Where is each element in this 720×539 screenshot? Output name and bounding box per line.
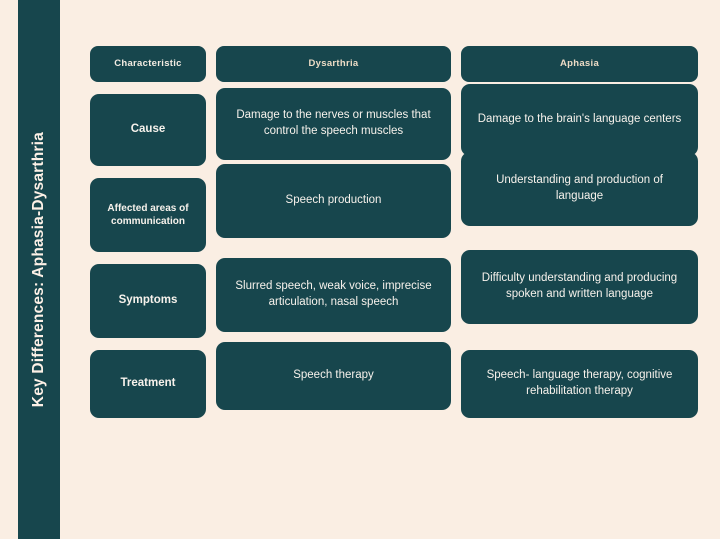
- cell-symptoms-aphasia: Difficulty understanding and producing spoken and written language: [461, 250, 698, 324]
- row-label-affected-areas: Affected areas of communication: [90, 178, 206, 252]
- table-header-aphasia: Aphasia: [461, 46, 698, 82]
- row-label-cause: Cause: [90, 94, 206, 166]
- cell-cause-aphasia: Damage to the brain's language centers: [461, 84, 698, 156]
- cell-affected-areas-aphasia: Understanding and production of language: [461, 152, 698, 226]
- table-header-row: [90, 46, 690, 82]
- slide-title: Key Differences: Aphasia-Dysarthria: [30, 131, 47, 408]
- cell-affected-areas-dysarthria: Speech production: [216, 164, 451, 238]
- comparison-table: [90, 46, 690, 430]
- cell-treatment-aphasia: Speech- language therapy, cognitive rehabilitation therapy: [461, 350, 698, 418]
- table-header-characteristic: Characteristic: [90, 46, 206, 82]
- table-row: [90, 264, 690, 338]
- table-row: [90, 174, 690, 252]
- table-header-dysarthria: Dysarthria: [216, 46, 451, 82]
- cell-treatment-dysarthria: Speech therapy: [216, 342, 451, 410]
- cell-cause-dysarthria: Damage to the nerves or muscles that control the speech muscles: [216, 88, 451, 160]
- row-label-treatment: Treatment: [90, 350, 206, 418]
- slide-title-bar: [18, 0, 60, 539]
- table-row: [90, 350, 690, 418]
- cell-symptoms-dysarthria: Slurred speech, weak voice, imprecise articulation, nasal speech: [216, 258, 451, 332]
- row-label-symptoms: Symptoms: [90, 264, 206, 338]
